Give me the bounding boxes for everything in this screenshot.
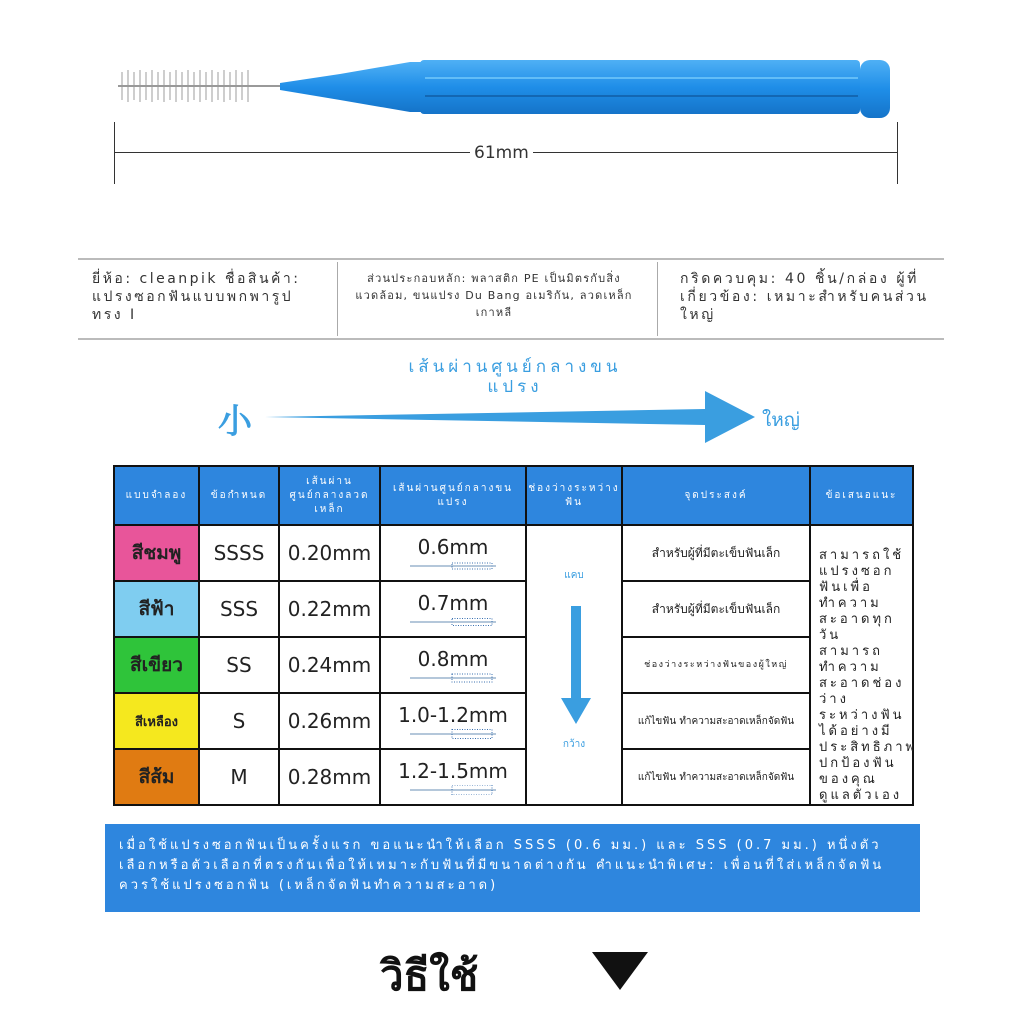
- length-label: 61mm: [470, 143, 533, 163]
- large-label: ใหญ่: [762, 409, 800, 431]
- spec-material: ส่วนประกอบหลัก: พลาสติก PE เป็นมิตรกับสิ่งแวดล้อม, ขนแปรง Du Bang อเมริกัน, ลวดเหล็กเกาหลี: [355, 272, 633, 319]
- size-arrow-icon: [255, 385, 765, 445]
- color-cell: สีชมพู: [114, 525, 199, 581]
- purpose-cell: แก้ไขฟัน ทำความสะอาดเหล็กจัดฟัน: [622, 693, 810, 749]
- table-header-row: [114, 466, 913, 525]
- purpose-cell: สำหรับผู้ที่มีตะเข็บฟันเล็ก: [622, 581, 810, 637]
- gap-cell: [526, 525, 622, 805]
- header-gap: ช่องว่างระหว่างฟัน: [526, 466, 622, 525]
- wire-cell: 0.26mm: [279, 693, 380, 749]
- mini-brush-icon: [408, 617, 498, 627]
- purpose-cell: แก้ไขฟัน ทำความสะอาดเหล็กจัดฟัน: [622, 749, 810, 805]
- wire-cell: 0.22mm: [279, 581, 380, 637]
- color-cell: สีส้ม: [114, 749, 199, 805]
- diameter-value: 1.2-1.5mm: [398, 758, 508, 783]
- mini-brush-icon: [408, 785, 498, 795]
- header-bristle-diameter: เส้นผ่านศูนย์กลางขนแปรง: [380, 466, 526, 525]
- mini-brush-icon: [408, 673, 498, 683]
- table-row: [114, 581, 913, 637]
- diameter-cell: [380, 749, 526, 805]
- diameter-cell: [380, 525, 526, 581]
- wire-cell: 0.28mm: [279, 749, 380, 805]
- diameter-value: 0.6mm: [417, 534, 489, 559]
- usage-note: เมื่อใช้แปรงซอกฟันเป็นครั้งแรก ขอแนะนำให้เลือก SSSS (0.6 มม.) และ SSS (0.7 มม.) หนึ่งตัวเลือกหรือตัวเลือกที่ตรงกันเพื่อให้เหมาะกับฟันที่มีขนาดต่างกัน คำแนะนำพิเศษ: เพื่อนที่ใส่เหล็กจัดฟันควรใช้แปรงซอกฟัน (เหล็กจัดฟันทำความสะอาด): [105, 824, 920, 912]
- spec-cell: SSS: [199, 581, 279, 637]
- table-row: [114, 693, 913, 749]
- spec-cell: M: [199, 749, 279, 805]
- how-to-use-heading: วิธีใช้: [380, 951, 479, 1000]
- table-row: [114, 749, 913, 805]
- gap-narrow-label: แคบ: [564, 570, 584, 581]
- purpose-cell: สำหรับผู้ที่มีตะเข็บฟันเล็ก: [622, 525, 810, 581]
- header-wire-diameter: เส้นผ่านศูนย์กลางลวดเหล็ก: [279, 466, 380, 525]
- down-triangle-icon: [592, 952, 648, 990]
- table-row: [114, 525, 913, 581]
- header-advice: ข้อเสนอแนะ: [810, 466, 913, 525]
- size-table: [113, 465, 918, 806]
- header-model: แบบจำลอง: [114, 466, 199, 525]
- gap-wide-label: กว้าง: [562, 739, 586, 750]
- spec-top-rule: [78, 258, 944, 260]
- spec-cell: SS: [199, 637, 279, 693]
- wire-cell: 0.24mm: [279, 637, 380, 693]
- dimension-tick-left: [114, 122, 115, 184]
- header-spec: ข้อกำหนด: [199, 466, 279, 525]
- spec-bottom-rule: [78, 338, 944, 340]
- bristle-diameter-title: เส้นผ่านศูนย์กลางขนแปรง: [408, 357, 622, 397]
- color-cell: สีเหลือง: [114, 693, 199, 749]
- diameter-value: 0.8mm: [417, 646, 489, 671]
- advice-cell: สามารถใช้แปรงซอกฟันเพื่อทำความสะอาดทุกวัน สามารถทำความสะอาดช่องว่างระหว่างฟันได้อย่างมีประสิทธิภาพ ปกป้องฟันของคุณ ดูแลตัวเอง: [810, 525, 913, 805]
- spec-brand-model: ยี่ห้อ: cleanpik ชื่อสินค้า: แปรงซอกฟันแบบพกพารูปทรง I: [92, 271, 301, 323]
- mini-brush-icon: [408, 729, 498, 739]
- gap-arrow-icon: [559, 606, 593, 726]
- spec-package: กริดควบคุม: 40 ชิ้น/กล่อง ผู้ที่เกี่ยวข้อง: เหมาะสำหรับคนส่วนใหญ่: [680, 271, 929, 323]
- dimension-tick-right: [897, 122, 898, 184]
- spec-divider: [337, 262, 338, 336]
- diameter-cell: [380, 637, 526, 693]
- purpose-cell: ช่องว่างระหว่างฟันของผู้ใหญ่: [622, 637, 810, 693]
- small-label: 小: [218, 402, 252, 442]
- mini-brush-icon: [408, 561, 498, 571]
- wire-cell: 0.20mm: [279, 525, 380, 581]
- header-purpose: จุดประสงค์: [622, 466, 810, 525]
- diameter-value: 1.0-1.2mm: [398, 702, 508, 727]
- diameter-cell: [380, 581, 526, 637]
- diameter-cell: [380, 693, 526, 749]
- spec-cell: SSSS: [199, 525, 279, 581]
- spec-divider: [657, 262, 658, 336]
- color-cell: สีเขียว: [114, 637, 199, 693]
- interdental-brush-image: [110, 50, 910, 130]
- color-cell: สีฟ้า: [114, 581, 199, 637]
- spec-cell: S: [199, 693, 279, 749]
- table-row: [114, 637, 913, 693]
- diameter-value: 0.7mm: [417, 590, 489, 615]
